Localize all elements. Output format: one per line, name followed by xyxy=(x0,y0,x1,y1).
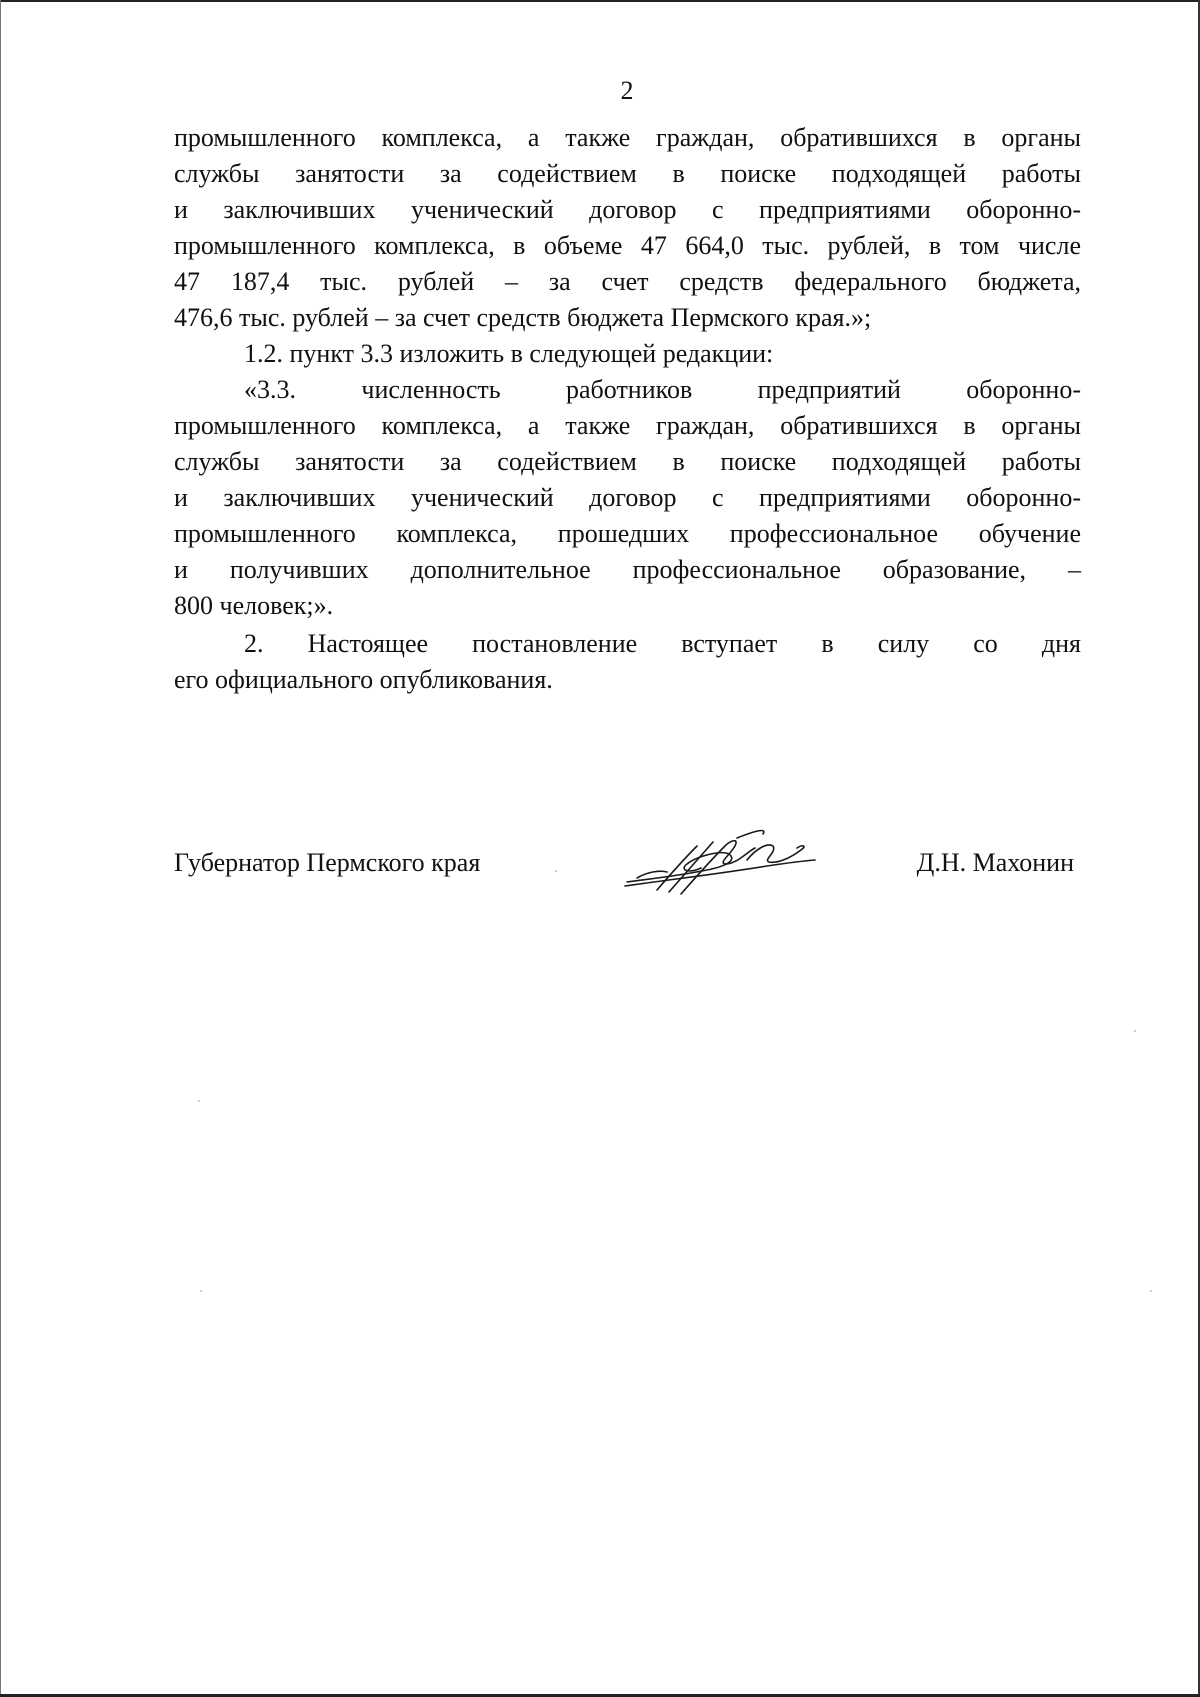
text-line: промышленного комплекса, прошедших профессиональное обучение xyxy=(174,519,1081,548)
signatory-name: Д.Н. Махонин xyxy=(916,848,1074,877)
scan-speck xyxy=(1134,1030,1136,1032)
paragraph-item-2 xyxy=(174,626,1081,698)
text-line: промышленного комплекса, а также граждан, обратившихся в органы xyxy=(174,411,1081,440)
scan-edge-top xyxy=(0,0,1200,2)
text-line: 47 187,4 тыс. рублей – за счет средств федерального бюджета, xyxy=(174,267,1081,296)
paragraph-item-1-2 xyxy=(174,336,1081,372)
text-line: его официального опубликования. xyxy=(174,665,553,694)
text-line: и заключивших ученический договор с предприятиями оборонно- xyxy=(174,483,1081,512)
signature-block xyxy=(174,848,1074,908)
scan-speck xyxy=(200,1290,202,1292)
text-line: промышленного комплекса, в объеме 47 664,0 тыс. рублей, в том числе xyxy=(174,231,1081,260)
text-line: 1.2. пункт 3.3 изложить в следующей редакции: xyxy=(244,339,774,368)
text-line: 2. Настоящее постановление вступает в силу со дня xyxy=(244,629,1081,658)
text-line: службы занятости за содействием в поиске подходящей работы xyxy=(174,447,1081,476)
paragraph-continuation xyxy=(174,120,1081,336)
scan-speck xyxy=(1150,1290,1152,1292)
text-line: и заключивших ученический договор с предприятиями оборонно- xyxy=(174,195,1081,224)
text-line: «3.3. численность работников предприятий оборонно- xyxy=(244,375,1081,404)
page-number: 2 xyxy=(620,76,634,105)
scan-speck xyxy=(555,870,557,872)
scan-edge-left xyxy=(0,0,1,1697)
document-body xyxy=(174,120,1081,698)
text-line: службы занятости за содействием в поиске подходящей работы xyxy=(174,159,1081,188)
paragraph-item-3-3 xyxy=(174,372,1081,624)
scan-speck xyxy=(198,1100,200,1102)
handwritten-signature xyxy=(617,820,827,900)
text-line: промышленного комплекса, а также граждан, обратившихся в органы xyxy=(174,123,1081,152)
signatory-position: Губернатор Пермского края xyxy=(174,848,481,877)
text-line: 800 человек;». xyxy=(174,591,334,620)
text-line: и получивших дополнительное профессиональное образование, – xyxy=(174,555,1081,584)
text-line: 476,6 тыс. рублей – за счет средств бюджета Пермского края.»; xyxy=(174,303,872,332)
